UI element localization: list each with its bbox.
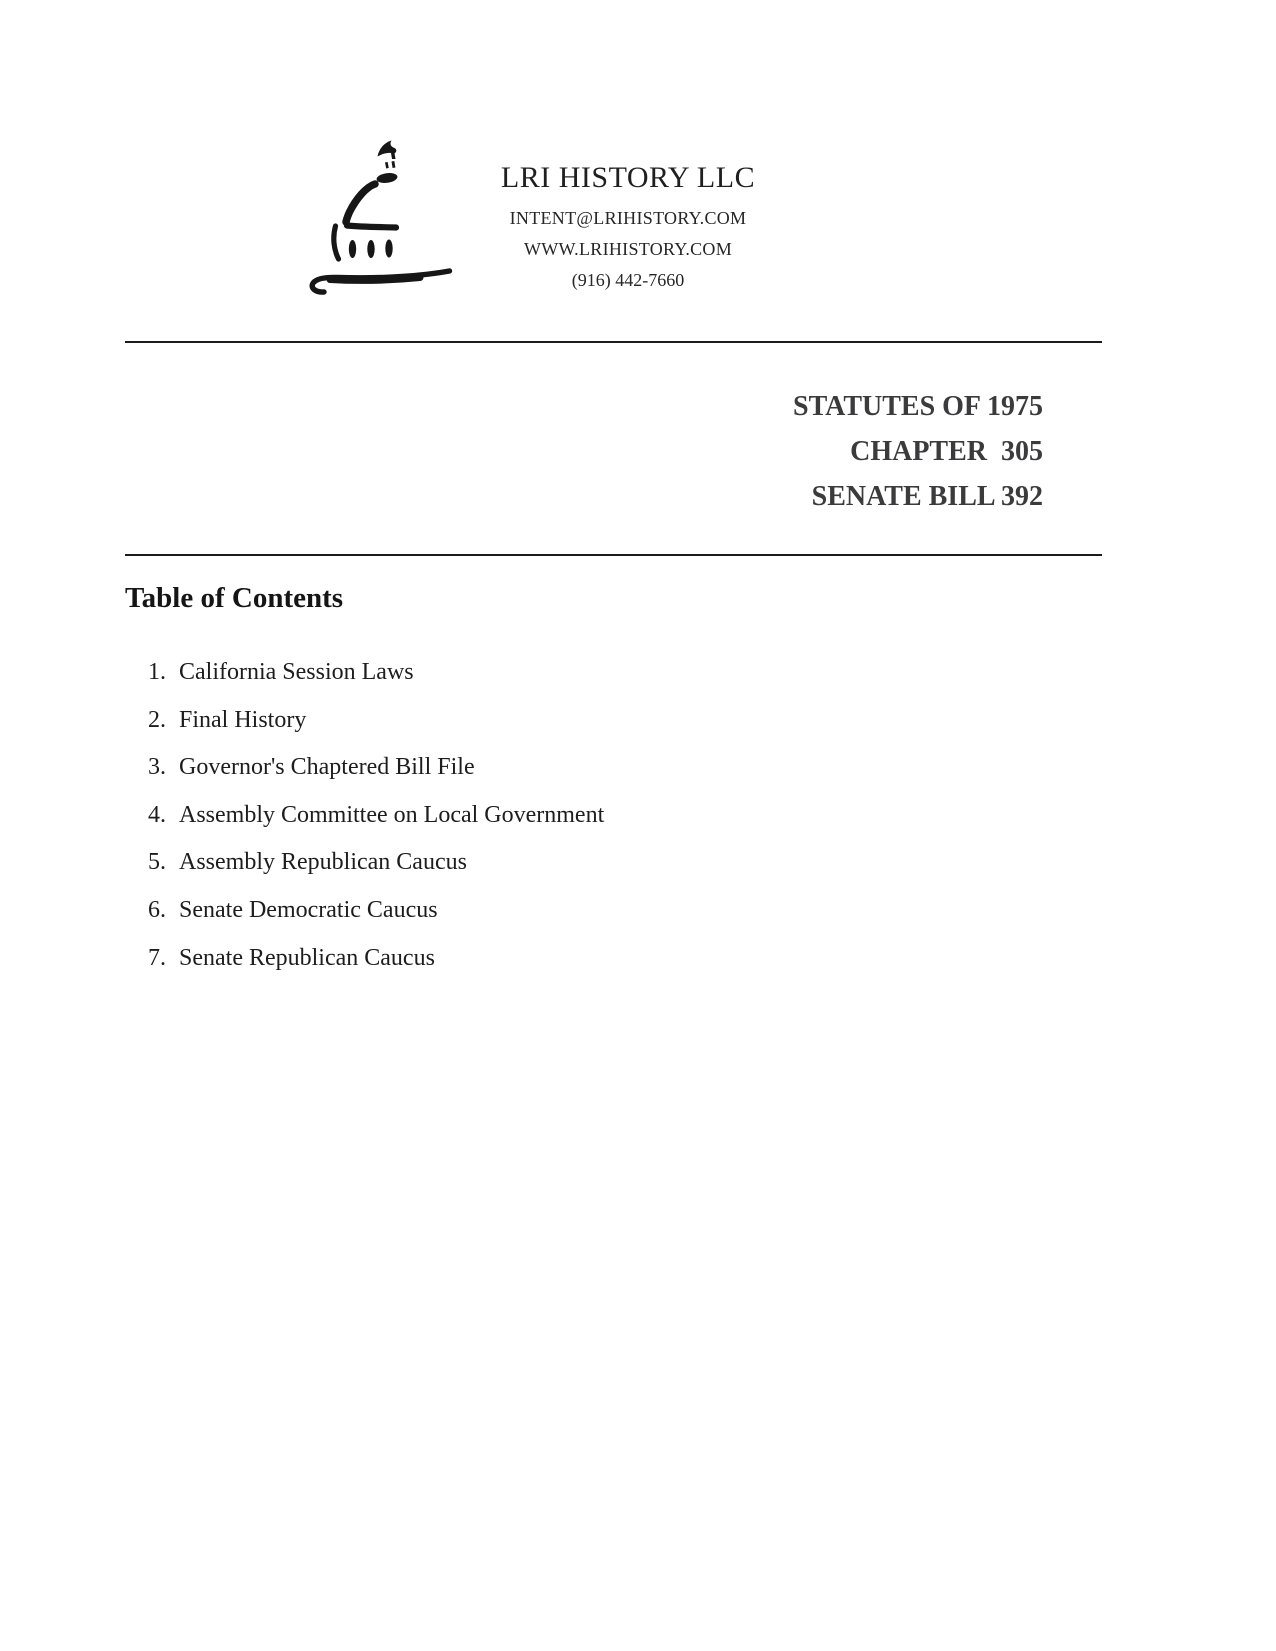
toc-item xyxy=(148,649,1048,697)
company-email: INTENT@LRIHISTORY.COM xyxy=(509,208,747,228)
toc-item-number: 1. xyxy=(148,659,166,685)
toc-item-number: 6. xyxy=(148,896,166,923)
company-website: WWW.LRIHISTORY.COM xyxy=(523,239,733,259)
toc-item xyxy=(148,792,1048,840)
toc-item-label: Assembly Republican Caucus xyxy=(179,849,467,876)
document-title-block xyxy=(793,384,1043,519)
company-name: LRI HISTORY LLC xyxy=(500,161,756,194)
toc-list xyxy=(148,649,1048,982)
toc-item-number: 2. xyxy=(148,706,166,733)
toc-item xyxy=(148,697,1048,745)
toc-item xyxy=(148,744,1048,792)
toc-item xyxy=(148,887,1048,935)
horizontal-rule-top xyxy=(125,341,1102,343)
toc-item-label: California Session Laws xyxy=(179,659,414,685)
horizontal-rule-bottom xyxy=(125,554,1102,556)
letterhead xyxy=(378,163,878,289)
statutes-line-1: STATUTES OF 1975 xyxy=(793,391,1043,422)
toc-heading: Table of Contents xyxy=(125,582,344,614)
toc-item xyxy=(148,839,1048,887)
toc-item-label: Final History xyxy=(179,706,307,733)
toc-item-label: Governor's Chaptered Bill File xyxy=(179,754,475,781)
statutes-line-3: SENATE BILL 392 xyxy=(811,481,1043,512)
toc-item-label: Senate Democratic Caucus xyxy=(179,896,438,923)
toc-item-number: 5. xyxy=(148,849,166,876)
toc-item-number: 7. xyxy=(148,944,166,971)
toc-item-label: Assembly Committee on Local Government xyxy=(179,801,605,828)
toc-item xyxy=(148,935,1048,983)
toc-item-number: 4. xyxy=(148,801,166,828)
toc-item-label: Senate Republican Caucus xyxy=(179,944,435,971)
statutes-line-2: CHAPTER 305 xyxy=(850,436,1043,467)
toc-item-number: 3. xyxy=(148,754,166,781)
company-phone: (916) 442-7660 xyxy=(571,270,685,290)
